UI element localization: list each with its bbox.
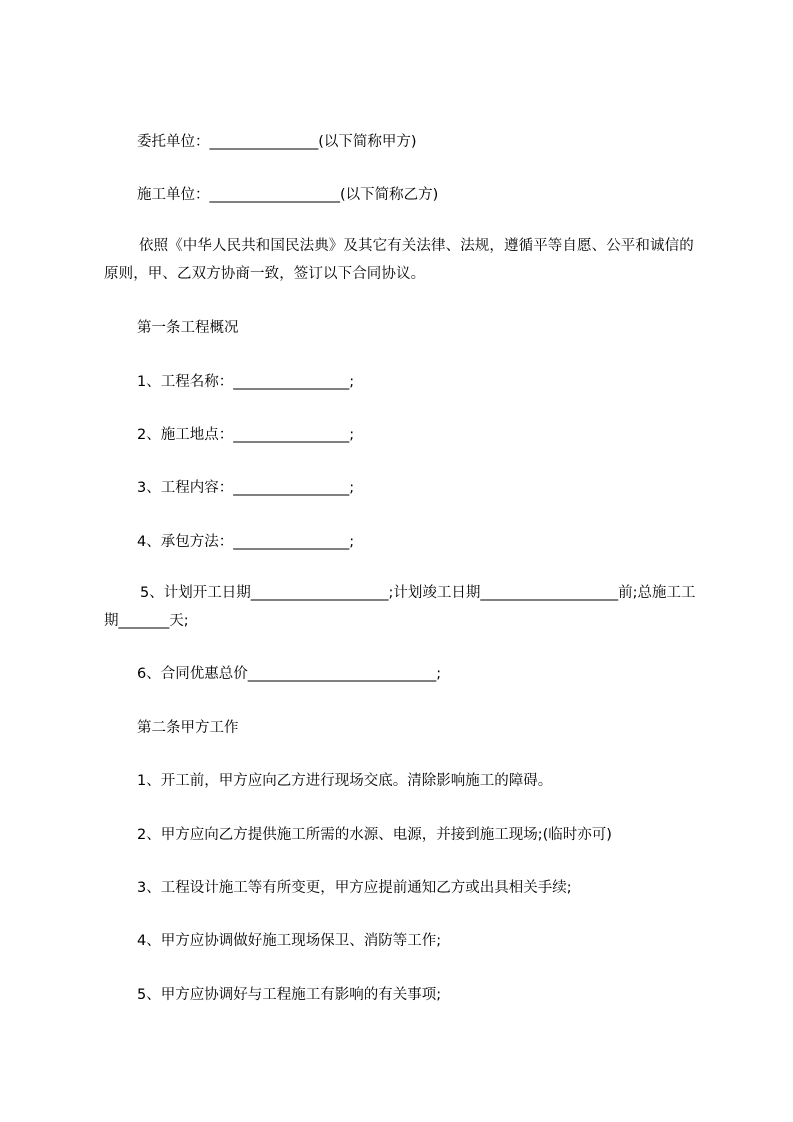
article-1-item-2: 2、施工地点：________________; [137,427,355,443]
preamble-paragraph: 依照《中华人民共和国民法典》及其它有关法律、法规，遵循平等自愿、公平和诚信的原则，甲、乙双方协商一致，签订以下合同协议。 [104,238,694,282]
article-2-title: 第二条甲方工作 [137,720,239,736]
article-1-item-5: 5、计划开工日期___________________;计划竣工日期___________________前;总施工工期_______天; [104,585,696,629]
article-1-item-6: 6、合同优惠总价__________________________; [137,666,442,682]
article-2-item-3: 3、工程设计施工等有所变更，甲方应提前通知乙方或出具相关手续; [137,880,572,896]
article-2-item-2: 2、甲方应向乙方提供施工所需的水源、电源，并接到施工现场;(临时亦可) [137,827,612,843]
contractor-line: 施工单位：__________________(以下简称乙方) [137,187,439,203]
article-2-item-5: 5、甲方应协调好与工程施工有影响的有关事项; [137,987,442,1003]
article-2-item-4: 4、甲方应协调做好施工现场保卫、消防等工作; [137,933,442,949]
client-line: 委托单位：_______________(以下简称甲方) [137,134,417,150]
article-1-item-4: 4、承包方法：________________; [137,534,355,550]
article-1-item-3: 3、工程内容：________________; [137,480,355,496]
article-1-item-1: 1、工程名称：________________; [137,374,355,390]
article-1-title: 第一条工程概况 [137,320,239,336]
article-2-item-1: 1、开工前，甲方应向乙方进行现场交底。清除影响施工的障碍。 [137,773,553,789]
